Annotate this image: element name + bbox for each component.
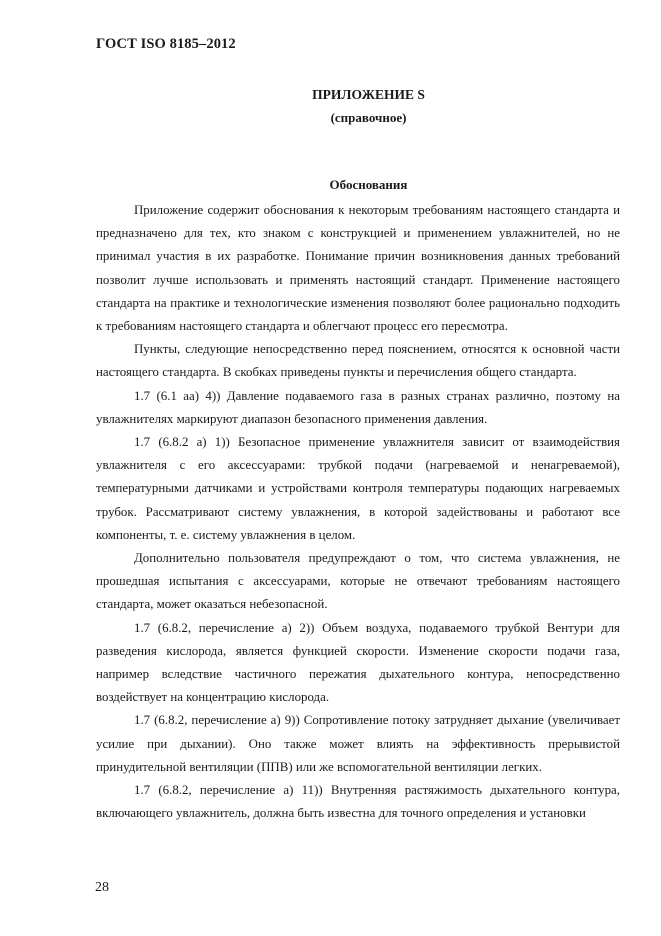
section-title: Обоснования bbox=[329, 177, 408, 192]
paragraph: 1.7 (6.8.2 а) 1)) Безопасное применение увлажнителя зависит от взаимодействия увлажнителя с его аксессуарами: трубкой подачи (нагреваемой и ненагреваемой), температурными датчиками и устройствами контроля температуры подающих нагреваемых трубок. Рассматривают систему увлажнения, в которой задействованы и работают все компоненты, т. е. систему увлажнения в целом. bbox=[96, 435, 620, 542]
paragraph: 1.7 (6.8.2, перечисление а) 9)) Сопротивление потоку затрудняет дыхание (увеличивает усилие при дыхании). Оно также может влиять на эффективность прерывистой принудительной вентиляции (ППВ) или же вспомогательной вентиляции легких. bbox=[96, 713, 620, 774]
paragraph: Дополнительно пользователя предупреждают о том, что система увлажнения, не прошедшая испытания с аксессуарами, которые не отвечают требованиям настоящего стандарта, может оказаться небезопасной. bbox=[96, 551, 620, 612]
document-header: ГОСТ ISO 8185–2012 bbox=[96, 36, 236, 52]
page-number: 28 bbox=[95, 880, 109, 895]
annex-title: ПРИЛОЖЕНИЕ S bbox=[312, 87, 425, 102]
annex-subtitle: (справочное) bbox=[330, 110, 407, 125]
paragraph: 1.7 (6.8.2, перечисление а) 11)) Внутренняя растяжимость дыхательного контура, включающего увлажнитель, должна быть известна для точного определения и установки bbox=[96, 783, 620, 821]
body-text bbox=[96, 199, 620, 825]
paragraph: Приложение содержит обоснования к некоторым требованиям настоящего стандарта и предназначено для тех, кто знаком с конструкцией и применением увлажнителей, но не принимал участия в их разработке. Понимание причин возникновения данных требований позволит лучше использовать и применять настоящий стандарт. Применение настоящего стандарта на практике и технологические изменения позволяют более рационально подходить к требованиям настоящего стандарта и облегчают процесс его пересмотра. bbox=[96, 203, 620, 334]
paragraph: 1.7 (6.1 аа) 4)) Давление подаваемого газа в разных странах различно, поэтому на увлажнителях маркируют диапазон безопасного применения давления. bbox=[96, 388, 620, 426]
paragraph: 1.7 (6.8.2, перечисление а) 2)) Объем воздуха, подаваемого трубкой Вентури для разведения кислорода, является функцией скорости. Изменение скорости подачи газа, например вследствие частичного пережатия дыхательного контура, непосредственно воздействует на концентрацию кислорода. bbox=[96, 620, 620, 705]
paragraph: Пункты, следующие непосредственно перед пояснением, относятся к основной части настоящего стандарта. В скобках приведены пункты и перечисления общего стандарта. bbox=[96, 342, 620, 380]
